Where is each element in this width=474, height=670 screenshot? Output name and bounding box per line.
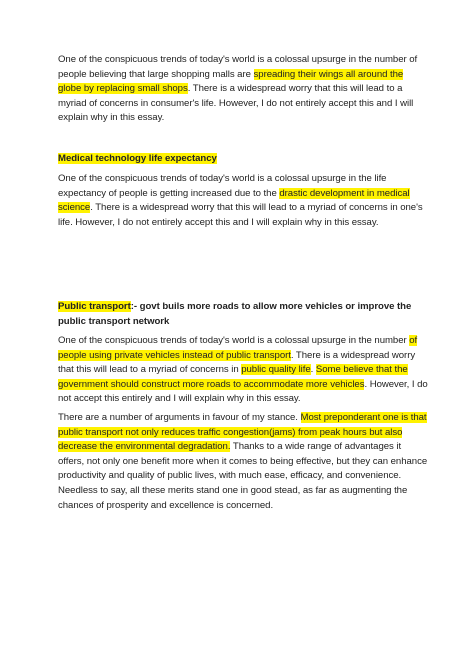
heading-public-transport	[58, 300, 428, 329]
highlighted-text: drastic development in medical science	[58, 187, 410, 214]
paragraph-text: One of the conspicuous trends of today's world is a colossal upsurge in the number	[58, 335, 410, 346]
paragraph-text: Thanks to a wide range of advantages it offers, not only one benefit more when it comes to being effective, but they can enhance productivity and quality of public lives, with much ease, efficacy, and convenience. Needless to say, all these merits stand one in good stead, as far as augmenting the chances of prosperity and excellence is concerned.	[58, 441, 428, 511]
paragraph-text: . However, I do not accept this entirely and I will explain why in this essay.	[58, 378, 428, 405]
paragraph-text: . There is a widespread worry that this will lead to a myriad of concerns in consumer's life. However, I do not entirely accept this and I will explain why in this essay.	[58, 83, 414, 124]
paragraph-text: . There is a widespread worry that this will lead to a myriad of concerns in one's life. However, I do not entirely accept this and I will explain why in this essay.	[58, 202, 423, 228]
highlighted-heading: Medical technology life expectancy	[58, 153, 217, 164]
paragraph-text: One of the conspicuous trends of today's world is a colossal upsurge in the number of people believing that large shopping malls are	[58, 54, 418, 80]
paragraph-arguments	[58, 411, 428, 513]
highlighted-text: Some believe that the government should construct more roads to accommodate more vehicles	[58, 364, 408, 390]
paragraph-text: . There is a widespread worry that this will lead to a myriad of concerns in	[58, 349, 416, 376]
paragraph-private-vehicles	[58, 334, 428, 407]
paragraph-text: One of the conspicuous trends of today's world is a colossal upsurge in the life expectancy of people is getting increased due to the	[58, 173, 387, 199]
heading-medical-technology	[58, 152, 428, 167]
highlighted-text: public quality life	[241, 364, 311, 376]
paragraph-text: .	[310, 364, 316, 376]
paragraph-text: There are a number of arguments in favour of my stance.	[58, 412, 301, 423]
paragraph-life-expectancy	[58, 172, 428, 230]
highlighted-text: spreading their wings all around the globe by replacing small shops	[58, 68, 404, 95]
paragraph-shopping-malls	[58, 53, 428, 126]
highlighted-heading: Public transport	[58, 301, 131, 312]
heading-text: :- govt buils more roads to allow more vehicles or improve the public transport network	[58, 301, 412, 327]
highlighted-text: Most preponderant one is that public transport not only reduces traffic congestion(jams) from peak hours but also decrease the environmental degradation.	[58, 412, 427, 453]
highlighted-text: of people using private vehicles instead of public transport	[58, 335, 418, 361]
